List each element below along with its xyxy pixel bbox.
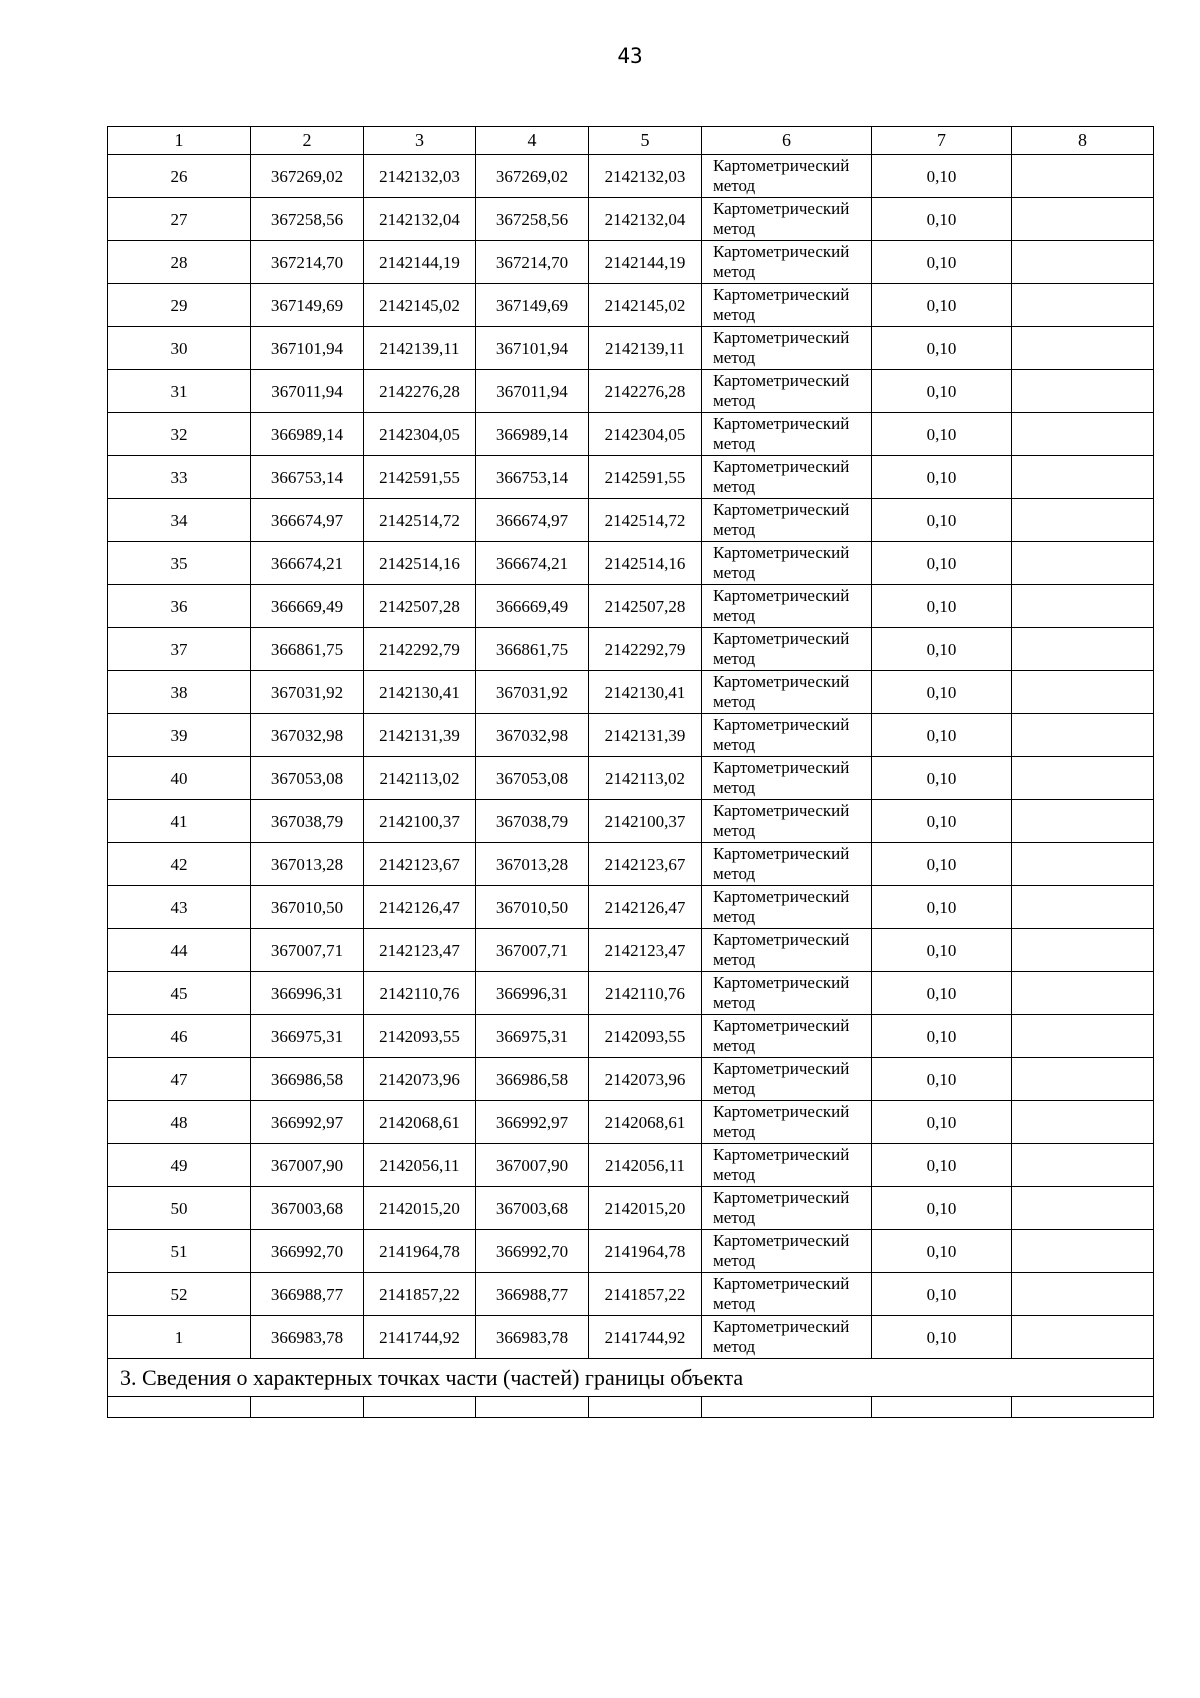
y-refined-cell: 2142113,02 (589, 757, 702, 800)
note-cell (1012, 1316, 1154, 1359)
x-refined-cell: 367007,90 (476, 1144, 589, 1187)
x-refined-cell: 366975,31 (476, 1015, 589, 1058)
y-existing-cell: 2142292,79 (364, 628, 476, 671)
y-existing-cell: 2142123,47 (364, 929, 476, 972)
accuracy-cell: 0,10 (872, 1015, 1012, 1058)
method-cell: Картометрический метод (702, 1273, 872, 1316)
y-refined-cell: 2142131,39 (589, 714, 702, 757)
x-refined-cell: 366986,58 (476, 1058, 589, 1101)
x-refined-cell: 367032,98 (476, 714, 589, 757)
method-cell: Картометрический метод (702, 1187, 872, 1230)
empty-cell (108, 1397, 251, 1418)
x-existing-cell: 367101,94 (251, 327, 364, 370)
table-row (108, 370, 1154, 413)
table-row (108, 714, 1154, 757)
accuracy-cell: 0,10 (872, 456, 1012, 499)
point-number-cell: 43 (108, 886, 251, 929)
column-header-5: 5 (589, 127, 702, 155)
x-refined-cell: 366753,14 (476, 456, 589, 499)
y-existing-cell: 2142130,41 (364, 671, 476, 714)
method-cell: Картометрический метод (702, 628, 872, 671)
y-refined-cell: 2141964,78 (589, 1230, 702, 1273)
y-existing-cell: 2142056,11 (364, 1144, 476, 1187)
method-cell: Картометрический метод (702, 1101, 872, 1144)
y-refined-cell: 2142100,37 (589, 800, 702, 843)
point-number-cell: 30 (108, 327, 251, 370)
y-existing-cell: 2142068,61 (364, 1101, 476, 1144)
x-existing-cell: 366996,31 (251, 972, 364, 1015)
note-cell (1012, 843, 1154, 886)
y-existing-cell: 2141964,78 (364, 1230, 476, 1273)
table-row (108, 155, 1154, 198)
x-refined-cell: 366989,14 (476, 413, 589, 456)
point-number-cell: 33 (108, 456, 251, 499)
x-refined-cell: 367214,70 (476, 241, 589, 284)
x-existing-cell: 366986,58 (251, 1058, 364, 1101)
x-refined-cell: 366992,70 (476, 1230, 589, 1273)
page-number: 43 (617, 44, 643, 68)
table-row (108, 327, 1154, 370)
accuracy-cell: 0,10 (872, 241, 1012, 284)
y-existing-cell: 2142132,03 (364, 155, 476, 198)
note-cell (1012, 585, 1154, 628)
table-row (108, 972, 1154, 1015)
accuracy-cell: 0,10 (872, 198, 1012, 241)
accuracy-cell: 0,10 (872, 843, 1012, 886)
y-existing-cell: 2142110,76 (364, 972, 476, 1015)
y-existing-cell: 2142126,47 (364, 886, 476, 929)
method-cell: Картометрический метод (702, 370, 872, 413)
note-cell (1012, 800, 1154, 843)
y-refined-cell: 2142015,20 (589, 1187, 702, 1230)
table-row (108, 542, 1154, 585)
accuracy-cell: 0,10 (872, 1187, 1012, 1230)
point-number-cell: 37 (108, 628, 251, 671)
point-number-cell: 45 (108, 972, 251, 1015)
x-refined-cell: 367149,69 (476, 284, 589, 327)
table-body (108, 127, 1154, 1418)
table-row (108, 499, 1154, 542)
column-header-4: 4 (476, 127, 589, 155)
method-cell: Картометрический метод (702, 155, 872, 198)
column-header-6: 6 (702, 127, 872, 155)
note-cell (1012, 327, 1154, 370)
y-refined-cell: 2142126,47 (589, 886, 702, 929)
point-number-cell: 41 (108, 800, 251, 843)
method-cell: Картометрический метод (702, 886, 872, 929)
point-number-cell: 34 (108, 499, 251, 542)
section-title: 3. Сведения о характерных точках части (частей) границы объекта (108, 1359, 1154, 1397)
table-row (108, 1144, 1154, 1187)
empty-cell (251, 1397, 364, 1418)
method-cell: Картометрический метод (702, 843, 872, 886)
y-refined-cell: 2142591,55 (589, 456, 702, 499)
x-existing-cell: 366992,97 (251, 1101, 364, 1144)
x-refined-cell: 366996,31 (476, 972, 589, 1015)
x-existing-cell: 367038,79 (251, 800, 364, 843)
table-row (108, 1101, 1154, 1144)
y-refined-cell: 2142144,19 (589, 241, 702, 284)
x-refined-cell: 367038,79 (476, 800, 589, 843)
x-refined-cell: 366983,78 (476, 1316, 589, 1359)
method-cell: Картометрический метод (702, 1058, 872, 1101)
table-row (108, 198, 1154, 241)
x-refined-cell: 367258,56 (476, 198, 589, 241)
accuracy-cell: 0,10 (872, 585, 1012, 628)
column-header-7: 7 (872, 127, 1012, 155)
table-row (108, 241, 1154, 284)
x-refined-cell: 366861,75 (476, 628, 589, 671)
y-refined-cell: 2142132,03 (589, 155, 702, 198)
note-cell (1012, 413, 1154, 456)
empty-row (108, 1397, 1154, 1418)
note-cell (1012, 671, 1154, 714)
accuracy-cell: 0,10 (872, 671, 1012, 714)
y-existing-cell: 2142100,37 (364, 800, 476, 843)
accuracy-cell: 0,10 (872, 1058, 1012, 1101)
x-refined-cell: 366988,77 (476, 1273, 589, 1316)
x-refined-cell: 367011,94 (476, 370, 589, 413)
column-header-1: 1 (108, 127, 251, 155)
y-existing-cell: 2142144,19 (364, 241, 476, 284)
point-number-cell: 48 (108, 1101, 251, 1144)
method-cell: Картометрический метод (702, 800, 872, 843)
note-cell (1012, 886, 1154, 929)
note-cell (1012, 972, 1154, 1015)
note-cell (1012, 1144, 1154, 1187)
y-refined-cell: 2142132,04 (589, 198, 702, 241)
table-row (108, 1058, 1154, 1101)
y-refined-cell: 2142514,72 (589, 499, 702, 542)
x-existing-cell: 366669,49 (251, 585, 364, 628)
y-refined-cell: 2142123,47 (589, 929, 702, 972)
method-cell: Картометрический метод (702, 198, 872, 241)
method-cell: Картометрический метод (702, 284, 872, 327)
accuracy-cell: 0,10 (872, 327, 1012, 370)
x-existing-cell: 366992,70 (251, 1230, 364, 1273)
table-row (108, 1230, 1154, 1273)
x-existing-cell: 366975,31 (251, 1015, 364, 1058)
x-refined-cell: 366674,21 (476, 542, 589, 585)
y-refined-cell: 2142507,28 (589, 585, 702, 628)
y-existing-cell: 2142123,67 (364, 843, 476, 886)
x-existing-cell: 367007,71 (251, 929, 364, 972)
note-cell (1012, 929, 1154, 972)
x-existing-cell: 366988,77 (251, 1273, 364, 1316)
y-existing-cell: 2142276,28 (364, 370, 476, 413)
point-number-cell: 28 (108, 241, 251, 284)
accuracy-cell: 0,10 (872, 1316, 1012, 1359)
y-refined-cell: 2142304,05 (589, 413, 702, 456)
accuracy-cell: 0,10 (872, 542, 1012, 585)
x-refined-cell: 367101,94 (476, 327, 589, 370)
y-existing-cell: 2142304,05 (364, 413, 476, 456)
point-number-cell: 46 (108, 1015, 251, 1058)
x-refined-cell: 367013,28 (476, 843, 589, 886)
empty-cell (589, 1397, 702, 1418)
point-number-cell: 51 (108, 1230, 251, 1273)
point-number-cell: 40 (108, 757, 251, 800)
x-existing-cell: 366674,21 (251, 542, 364, 585)
method-cell: Картометрический метод (702, 542, 872, 585)
point-number-cell: 49 (108, 1144, 251, 1187)
y-existing-cell: 2142131,39 (364, 714, 476, 757)
y-existing-cell: 2141744,92 (364, 1316, 476, 1359)
method-cell: Картометрический метод (702, 413, 872, 456)
x-existing-cell: 366989,14 (251, 413, 364, 456)
method-cell: Картометрический метод (702, 327, 872, 370)
x-refined-cell: 367031,92 (476, 671, 589, 714)
y-refined-cell: 2142093,55 (589, 1015, 702, 1058)
table-row (108, 284, 1154, 327)
point-number-cell: 32 (108, 413, 251, 456)
point-number-cell: 42 (108, 843, 251, 886)
x-existing-cell: 367007,90 (251, 1144, 364, 1187)
x-existing-cell: 366983,78 (251, 1316, 364, 1359)
empty-cell (1012, 1397, 1154, 1418)
table-row (108, 757, 1154, 800)
point-number-cell: 35 (108, 542, 251, 585)
x-existing-cell: 366861,75 (251, 628, 364, 671)
y-refined-cell: 2142292,79 (589, 628, 702, 671)
point-number-cell: 50 (108, 1187, 251, 1230)
method-cell: Картометрический метод (702, 1316, 872, 1359)
point-number-cell: 26 (108, 155, 251, 198)
y-refined-cell: 2142123,67 (589, 843, 702, 886)
note-cell (1012, 198, 1154, 241)
table-row (108, 1273, 1154, 1316)
note-cell (1012, 1101, 1154, 1144)
header-row (108, 127, 1154, 155)
point-number-cell: 44 (108, 929, 251, 972)
y-existing-cell: 2142015,20 (364, 1187, 476, 1230)
accuracy-cell: 0,10 (872, 499, 1012, 542)
method-cell: Картометрический метод (702, 929, 872, 972)
method-cell: Картометрический метод (702, 671, 872, 714)
note-cell (1012, 714, 1154, 757)
y-existing-cell: 2142507,28 (364, 585, 476, 628)
table-row (108, 413, 1154, 456)
accuracy-cell: 0,10 (872, 628, 1012, 671)
y-refined-cell: 2141744,92 (589, 1316, 702, 1359)
accuracy-cell: 0,10 (872, 886, 1012, 929)
method-cell: Картометрический метод (702, 241, 872, 284)
table-row (108, 456, 1154, 499)
x-refined-cell: 366674,97 (476, 499, 589, 542)
table-row (108, 1187, 1154, 1230)
method-cell: Картометрический метод (702, 757, 872, 800)
table-row (108, 886, 1154, 929)
method-cell: Картометрический метод (702, 499, 872, 542)
point-number-cell: 29 (108, 284, 251, 327)
x-existing-cell: 367269,02 (251, 155, 364, 198)
x-refined-cell: 367053,08 (476, 757, 589, 800)
y-existing-cell: 2142145,02 (364, 284, 476, 327)
table-row (108, 1316, 1154, 1359)
y-existing-cell: 2142591,55 (364, 456, 476, 499)
x-existing-cell: 367258,56 (251, 198, 364, 241)
y-existing-cell: 2142113,02 (364, 757, 476, 800)
method-cell: Картометрический метод (702, 1144, 872, 1187)
x-existing-cell: 367149,69 (251, 284, 364, 327)
x-existing-cell: 367010,50 (251, 886, 364, 929)
empty-cell (872, 1397, 1012, 1418)
note-cell (1012, 542, 1154, 585)
table-row (108, 585, 1154, 628)
accuracy-cell: 0,10 (872, 1273, 1012, 1316)
method-cell: Картометрический метод (702, 714, 872, 757)
accuracy-cell: 0,10 (872, 155, 1012, 198)
accuracy-cell: 0,10 (872, 714, 1012, 757)
y-refined-cell: 2141857,22 (589, 1273, 702, 1316)
empty-cell (364, 1397, 476, 1418)
accuracy-cell: 0,10 (872, 1101, 1012, 1144)
y-refined-cell: 2142110,76 (589, 972, 702, 1015)
y-existing-cell: 2141857,22 (364, 1273, 476, 1316)
note-cell (1012, 757, 1154, 800)
x-refined-cell: 366669,49 (476, 585, 589, 628)
x-existing-cell: 366674,97 (251, 499, 364, 542)
point-number-cell: 36 (108, 585, 251, 628)
y-refined-cell: 2142073,96 (589, 1058, 702, 1101)
x-refined-cell: 367269,02 (476, 155, 589, 198)
x-refined-cell: 367007,71 (476, 929, 589, 972)
accuracy-cell: 0,10 (872, 800, 1012, 843)
accuracy-cell: 0,10 (872, 413, 1012, 456)
x-existing-cell: 367053,08 (251, 757, 364, 800)
y-existing-cell: 2142139,11 (364, 327, 476, 370)
point-number-cell: 31 (108, 370, 251, 413)
point-number-cell: 47 (108, 1058, 251, 1101)
accuracy-cell: 0,10 (872, 929, 1012, 972)
x-existing-cell: 367032,98 (251, 714, 364, 757)
y-refined-cell: 2142056,11 (589, 1144, 702, 1187)
y-existing-cell: 2142132,04 (364, 198, 476, 241)
y-refined-cell: 2142130,41 (589, 671, 702, 714)
note-cell (1012, 1230, 1154, 1273)
method-cell: Картометрический метод (702, 585, 872, 628)
note-cell (1012, 241, 1154, 284)
table-row (108, 929, 1154, 972)
y-refined-cell: 2142139,11 (589, 327, 702, 370)
table-row (108, 671, 1154, 714)
accuracy-cell: 0,10 (872, 370, 1012, 413)
accuracy-cell: 0,10 (872, 284, 1012, 327)
note-cell (1012, 1058, 1154, 1101)
x-refined-cell: 367010,50 (476, 886, 589, 929)
y-existing-cell: 2142514,72 (364, 499, 476, 542)
column-header-3: 3 (364, 127, 476, 155)
point-number-cell: 52 (108, 1273, 251, 1316)
point-number-cell: 1 (108, 1316, 251, 1359)
empty-cell (476, 1397, 589, 1418)
column-header-8: 8 (1012, 127, 1154, 155)
method-cell: Картометрический метод (702, 456, 872, 499)
table-row (108, 1015, 1154, 1058)
note-cell (1012, 499, 1154, 542)
note-cell (1012, 370, 1154, 413)
x-existing-cell: 367011,94 (251, 370, 364, 413)
accuracy-cell: 0,10 (872, 757, 1012, 800)
accuracy-cell: 0,10 (872, 1230, 1012, 1273)
point-number-cell: 38 (108, 671, 251, 714)
method-cell: Картометрический метод (702, 972, 872, 1015)
y-refined-cell: 2142145,02 (589, 284, 702, 327)
x-refined-cell: 367003,68 (476, 1187, 589, 1230)
x-existing-cell: 367003,68 (251, 1187, 364, 1230)
x-existing-cell: 367214,70 (251, 241, 364, 284)
empty-cell (702, 1397, 872, 1418)
method-cell: Картометрический метод (702, 1015, 872, 1058)
accuracy-cell: 0,10 (872, 1144, 1012, 1187)
y-existing-cell: 2142073,96 (364, 1058, 476, 1101)
note-cell (1012, 284, 1154, 327)
y-refined-cell: 2142514,16 (589, 542, 702, 585)
y-refined-cell: 2142276,28 (589, 370, 702, 413)
x-existing-cell: 366753,14 (251, 456, 364, 499)
note-cell (1012, 1273, 1154, 1316)
method-cell: Картометрический метод (702, 1230, 872, 1273)
table-row (108, 843, 1154, 886)
accuracy-cell: 0,10 (872, 972, 1012, 1015)
note-cell (1012, 628, 1154, 671)
y-existing-cell: 2142514,16 (364, 542, 476, 585)
x-refined-cell: 366992,97 (476, 1101, 589, 1144)
note-cell (1012, 1187, 1154, 1230)
note-cell (1012, 155, 1154, 198)
column-header-2: 2 (251, 127, 364, 155)
y-refined-cell: 2142068,61 (589, 1101, 702, 1144)
table-row (108, 800, 1154, 843)
x-existing-cell: 367013,28 (251, 843, 364, 886)
point-number-cell: 27 (108, 198, 251, 241)
x-existing-cell: 367031,92 (251, 671, 364, 714)
table-row (108, 628, 1154, 671)
y-existing-cell: 2142093,55 (364, 1015, 476, 1058)
note-cell (1012, 1015, 1154, 1058)
section-row (108, 1359, 1154, 1397)
point-number-cell: 39 (108, 714, 251, 757)
coordinates-table (107, 126, 1154, 1418)
note-cell (1012, 456, 1154, 499)
